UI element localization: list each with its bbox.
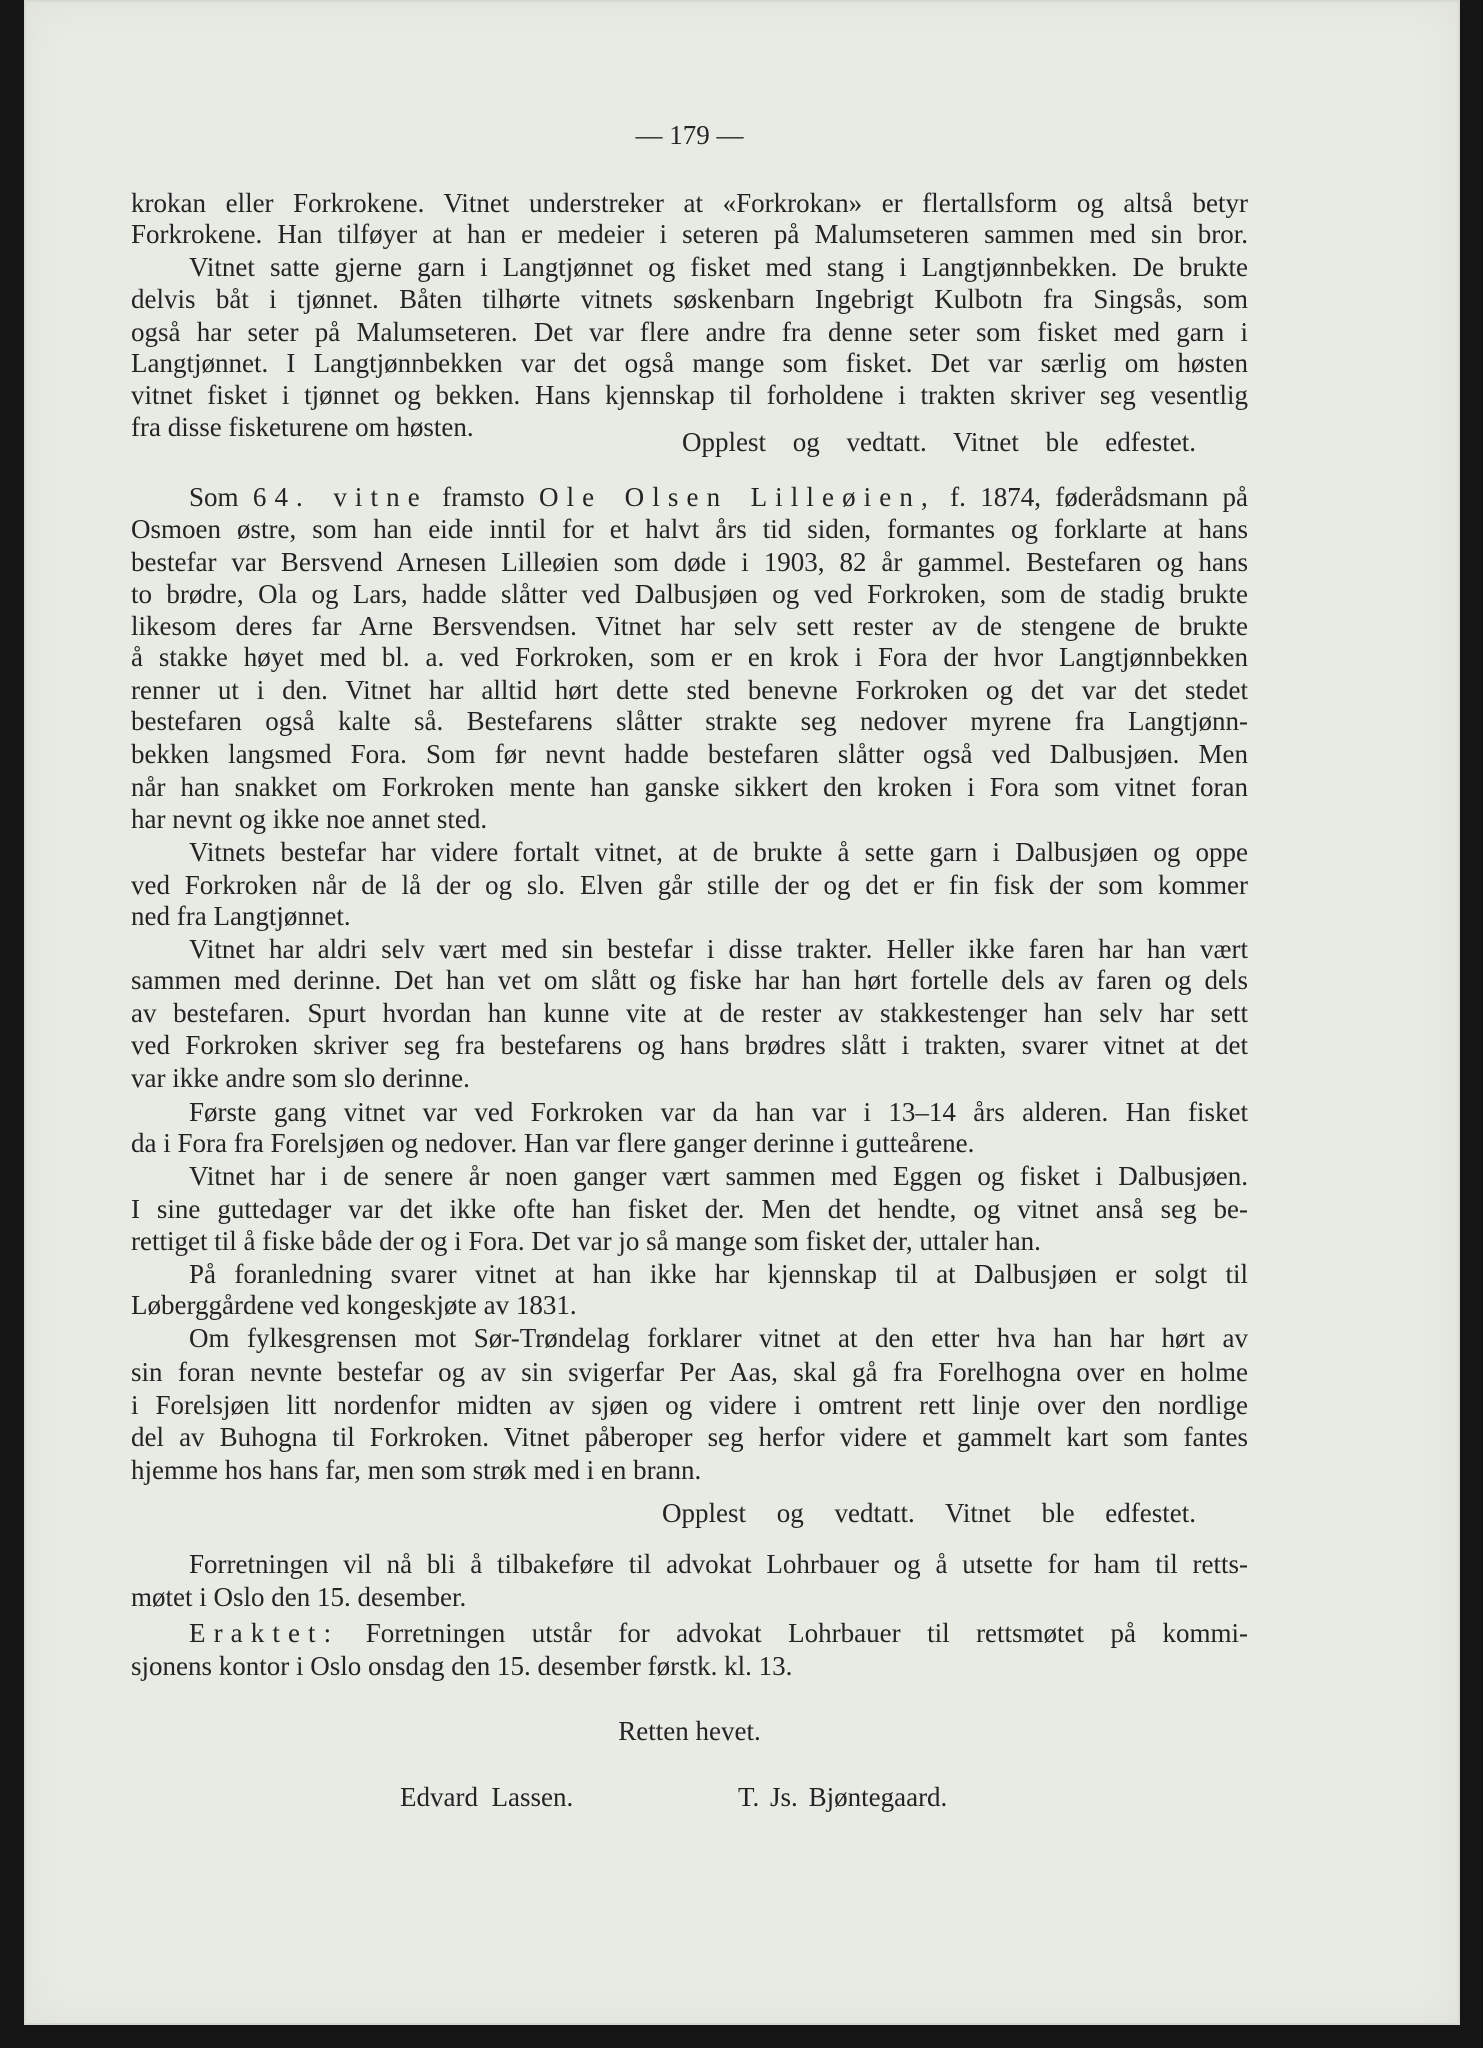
line-verb: framsto xyxy=(442,482,525,512)
paragraph-line: i Forelsjøen litt nordenfor midten av sjøen og videre i omtrent rett linje over den nordlige xyxy=(131,1390,1248,1420)
paragraph-line: del av Buhogna til Forkroken. Vitnet påberoper seg herfor videre et gammelt kart som fantes xyxy=(131,1422,1248,1452)
attestation: Opplest og vedtatt. Vitnet ble edfestet. xyxy=(682,427,1196,457)
paragraph-line: I sine guttedager var det ikke ofte han fisket der. Men det hendte, og vitnet anså seg be- xyxy=(131,1194,1248,1224)
paragraph-line: bestefar var Bersvend Arnesen Lilleøien som døde i 1903, 82 år gammel. Bestefaren og hans xyxy=(131,547,1248,577)
paragraph-line: vitnet fisket i tjønnet og bekken. Hans kjennskap til forholdene i trakten skriver seg vesentlig xyxy=(131,380,1248,410)
paragraph-line: krokan eller Forkrokene. Vitnet understreker at «Forkrokan» er flertallsform og altså betyr xyxy=(131,188,1248,218)
paragraph-line: Vitnet satte gjerne garn i Langtjønnet og fisket med stang i Langtjønnbekken. De brukte xyxy=(189,252,1248,282)
signature-left: Edvard Lassen. xyxy=(400,1782,574,1812)
paragraph-line: Forretningen vil nå bli å tilbakeføre til advokat Lohrbauer og å utsette for ham til retts- xyxy=(189,1549,1248,1579)
paragraph-line: var ikke andre som slo derinne. xyxy=(131,1063,470,1093)
paragraph-line: to brødre, Ola og Lars, hadde slåtter ved Dalbusjøen og ved Forkroken, som de stadig brukte xyxy=(131,579,1248,609)
signature-right: T. Js. Bjøntegaard. xyxy=(738,1782,948,1812)
paragraph-line: når han snakket om Forkroken mente han ganske sikkert den kroken i Fora som vitnet foran xyxy=(131,772,1248,802)
paragraph-line: ved Forkroken når de lå der og slo. Elven går stille der og det er fin fisk der som kommer xyxy=(131,870,1248,900)
paragraph-line: ved Forkroken skriver seg fra bestefarens og hans brødres slått i trakten, svarer vitnet at det xyxy=(131,1030,1248,1060)
paragraph-line: Vitnets bestefar har videre fortalt vitnet, at de brukte å sette garn i Dalbusjøen og oppe xyxy=(189,837,1248,867)
paragraph-line: likesom deres far Arne Bersvendsen. Vitnet har selv sett rester av de stengene de brukte xyxy=(131,611,1248,641)
paragraph-line: Vitnet har i de senere år noen ganger vært sammen med Eggen og fisket i Dalbusjøen. xyxy=(189,1161,1248,1191)
paragraph-line: Løberggårdene ved kongeskjøte av 1831. xyxy=(131,1290,577,1320)
paragraph-line: da i Fora fra Forelsjøen og nedover. Han var flere ganger derinne i gutteårene. xyxy=(131,1128,975,1158)
witness-ordinal: 64. vitne xyxy=(252,482,428,512)
paragraph-line: På foranledning svarer vitnet at han ikke har kjennskap til at Dalbusjøen er solgt til xyxy=(189,1259,1248,1289)
paragraph-line xyxy=(189,481,1248,513)
paragraph-line: å stakke høyet med bl. a. ved Forkroken, som er en krok i Fora der hvor Langtjønnbekken xyxy=(131,642,1248,672)
court-adjourned: Retten hevet. xyxy=(618,1716,761,1746)
paragraph-line: Osmoen østre, som han eide inntil for et halvt års tid siden, formantes og forklarte at hans xyxy=(131,514,1248,544)
paragraph-line: bekken langsmed Fora. Som før nevnt hadde bestefaren slåtter også ved Dalbusjøen. Men xyxy=(131,739,1248,769)
paragraph-line: også har seter på Malumseteren. Det var flere andre fra denne seter som fisket med garn i xyxy=(131,317,1248,347)
paragraph-line: Langtjønnet. I Langtjønnbekken var det også mange som fisket. Det var særlig om høsten xyxy=(131,348,1248,378)
page-number: — 179 — xyxy=(635,120,744,150)
paragraph-line: rettiget til å fiske både der og i Fora. Det var jo så mange som fisket der, uttaler han. xyxy=(131,1226,1041,1256)
paragraph-line: delvis båt i tjønnet. Båten tilhørte vitnets søskenbarn Ingebrigt Kulbotn fra Singsås, som xyxy=(131,284,1248,314)
paragraph-line: sin foran nevnte bestefar og av sin svigerfar Per Aas, skal gå fra Forelhogna over en holme xyxy=(131,1357,1248,1387)
attestation: Opplest og vedtatt. Vitnet ble edfestet. xyxy=(662,1498,1196,1528)
paragraph-line: renner ut i den. Vitnet har alltid hørt dette sted benevne Forkroken og det var det stedet xyxy=(131,675,1248,705)
paragraph-line: av bestefaren. Spurt hvordan han kunne vite at de rester av stakkestenger han selv har sett xyxy=(131,998,1248,1028)
paragraph-line: Vitnet har aldri selv vært med sin bestefar i disse trakter. Heller ikke faren har han vært xyxy=(189,934,1248,964)
witness-name: Ole Olsen Lilleøien, xyxy=(538,482,936,512)
line-tail: f. 1874, føderådsmann på xyxy=(950,482,1249,512)
paragraph-line: sjonens kontor i Oslo onsdag den 15. desember førstk. kl. 13. xyxy=(131,1651,793,1681)
ruling-text: Forretningen utstår for advokat Lohrbauer til rettsmøtet på kommi- xyxy=(365,1618,1249,1648)
paragraph-line: Første gang vitnet var ved Forkroken var da han var i 13–14 års alderen. Han fisket xyxy=(189,1097,1248,1127)
paragraph-line: fra disse fisketurene om høsten. xyxy=(131,412,474,442)
paragraph-line: møtet i Oslo den 15. desember. xyxy=(131,1582,467,1612)
ruling-label: Eraktet: xyxy=(189,1618,340,1648)
paragraph-line: Forkrokene. Han tilføyer at han er medeier i seteren på Malumseteren sammen med sin bror. xyxy=(131,219,1248,249)
paragraph-line: har nevnt og ikke noe annet sted. xyxy=(131,804,488,834)
paragraph-line: bestefaren også kalte så. Bestefarens slåtter strakte seg nedover myrene fra Langtjønn- xyxy=(131,706,1248,736)
paragraph-line: hjemme hos hans far, men som strøk med i en brann. xyxy=(131,1455,702,1485)
paragraph-line: sammen med derinne. Det han vet om slått og fiske har han hørt fortelle dels av faren og dels xyxy=(131,965,1248,995)
line-lead: Som xyxy=(189,482,239,512)
paragraph-line: Om fylkesgrensen mot Sør-Trøndelag forklarer vitnet at den etter hva han har hørt av xyxy=(189,1323,1248,1353)
paragraph-line xyxy=(189,1617,1248,1649)
paragraph-line: ned fra Langtjønnet. xyxy=(131,901,351,931)
